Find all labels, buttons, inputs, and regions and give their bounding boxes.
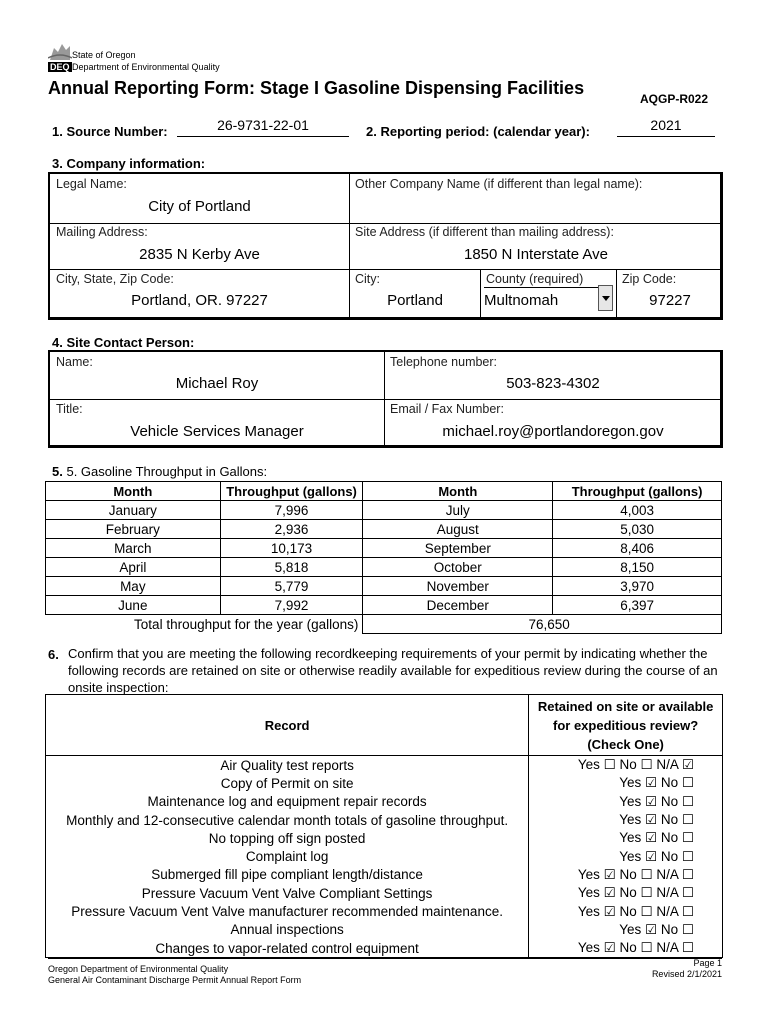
month-cell: April [46, 558, 221, 577]
record-answer-checkboxes[interactable]: Yes ☑ No ☐ N/A ☐ [529, 939, 723, 958]
throughput-header-row [46, 482, 722, 501]
record-name: Annual inspections [46, 921, 529, 939]
site-contact-label: 4. Site Contact Person: [52, 335, 195, 350]
source-number-line [177, 136, 349, 137]
county-label: County (required) [486, 272, 584, 286]
month-cell: January [46, 501, 221, 520]
record-answer-checkboxes[interactable]: Yes ☑ No ☐ N/A ☐ [529, 884, 723, 902]
company-info-label: 3. Company information: [52, 156, 206, 171]
record-answer-checkboxes[interactable]: Yes ☑ No ☐ [529, 847, 723, 865]
month-header: Month [46, 482, 221, 501]
record-row [46, 939, 723, 958]
throughput-row [46, 596, 722, 615]
legal-name-label: Legal Name: [56, 177, 127, 191]
month-cell: November [363, 577, 553, 596]
throughput-cell[interactable]: 2,936 [220, 520, 363, 539]
email-field[interactable]: michael.roy@portlandoregon.gov [442, 423, 664, 440]
reporting-period-field[interactable]: 2021 [650, 117, 682, 133]
record-name: Submerged fill pipe compliant length/distance [46, 866, 529, 884]
city-field[interactable]: Portland [387, 292, 443, 309]
month-cell: September [363, 539, 553, 558]
agency-department: Department of Environmental Quality [72, 62, 220, 72]
records-header-row [46, 695, 723, 756]
record-row [46, 902, 723, 920]
month-cell: October [363, 558, 553, 577]
month-cell: August [363, 520, 553, 539]
throughput-table [45, 481, 722, 634]
footer-agency: Oregon Department of Environmental Quality [48, 964, 229, 974]
deq-badge: DEQ [50, 62, 70, 72]
revised-date: Revised 2/1/2021 [651, 969, 722, 979]
record-name: Pressure Vacuum Vent Valve manufacturer recommended maintenance. [46, 902, 529, 920]
throughput-row [46, 501, 722, 520]
contact-title-field[interactable]: Vehicle Services Manager [130, 423, 304, 440]
company-info-box [48, 172, 723, 320]
throughput-header: Throughput (gallons) [220, 482, 363, 501]
footer-right [600, 958, 722, 980]
throughput-cell[interactable]: 3,970 [553, 577, 722, 596]
q6-instructions: Confirm that you are meeting the following recordkeeping requirements of your permit by indicating whether the following records are retained on site or otherwise readily available for expeditious review during the course of an onsite inspection: [68, 646, 718, 695]
throughput-row [46, 520, 722, 539]
total-label: Total throughput for the year (gallons) [46, 615, 363, 634]
throughput-total-row [46, 615, 722, 634]
county-select[interactable]: Multnomah [484, 292, 559, 309]
throughput-cell[interactable]: 6,397 [553, 596, 722, 615]
record-row [46, 866, 723, 884]
city-state-zip-field[interactable]: Portland, OR. 97227 [131, 292, 268, 309]
zip-field[interactable]: 97227 [649, 292, 691, 309]
throughput-cell[interactable]: 4,003 [553, 501, 722, 520]
record-row [46, 774, 723, 792]
throughput-row [46, 577, 722, 596]
contact-title-label: Title: [56, 402, 83, 416]
throughput-label-text: 5. Gasoline Throughput in Gallons: [66, 464, 268, 479]
footer-form-name: General Air Contaminant Discharge Permit Annual Report Form [48, 975, 302, 985]
record-answer-checkboxes[interactable]: Yes ☑ No ☐ [529, 921, 723, 939]
record-name: Copy of Permit on site [46, 774, 529, 792]
agency-header [48, 38, 248, 78]
mailing-address-field[interactable]: 2835 N Kerby Ave [139, 246, 260, 263]
contact-name-label: Name: [56, 355, 93, 369]
record-answer-checkboxes[interactable]: Yes ☑ No ☐ N/A ☐ [529, 866, 723, 884]
throughput-header-2: Throughput (gallons) [553, 482, 722, 501]
throughput-cell[interactable]: 5,779 [220, 577, 363, 596]
legal-name-field[interactable]: City of Portland [148, 198, 251, 215]
reporting-period-line [617, 136, 715, 137]
total-throughput-field[interactable] [363, 615, 722, 634]
record-name: Monthly and 12-consecutive calendar month totals of gasoline throughput. [46, 811, 529, 829]
record-name: Pressure Vacuum Vent Valve Compliant Settings [46, 884, 529, 902]
records-table [45, 694, 723, 958]
telephone-field[interactable]: 503-823-4302 [506, 375, 600, 392]
q6-number: 6. [48, 647, 59, 662]
record-name: Air Quality test reports [46, 756, 529, 775]
record-answer-checkboxes[interactable]: Yes ☑ No ☐ [529, 793, 723, 811]
site-address-field[interactable]: 1850 N Interstate Ave [464, 246, 608, 263]
record-header: Record [46, 695, 529, 756]
month-cell: March [46, 539, 221, 558]
record-row [46, 756, 723, 775]
record-name: Maintenance log and equipment repair records [46, 793, 529, 811]
agency-state: State of Oregon [72, 50, 136, 60]
record-answer-checkboxes[interactable]: Yes ☑ No ☐ [529, 811, 723, 829]
month-cell: February [46, 520, 221, 539]
month-cell: June [46, 596, 221, 615]
record-row [46, 829, 723, 847]
retained-header: Retained on site or available for expeditious review? (Check One) [529, 695, 723, 756]
record-name: Complaint log [46, 847, 529, 865]
throughput-label: 5. 5. Gasoline Throughput in Gallons: [52, 464, 268, 479]
city-label: City: [355, 272, 380, 286]
email-label: Email / Fax Number: [390, 402, 504, 416]
page-number: Page 1 [693, 958, 722, 968]
record-name: Changes to vapor-related control equipment [46, 939, 529, 958]
record-answer-checkboxes[interactable]: Yes ☑ No ☐ N/A ☐ [529, 902, 723, 920]
site-address-label: Site Address (if different than mailing address): [355, 225, 614, 239]
record-row [46, 811, 723, 829]
site-contact-box [48, 350, 723, 448]
reporting-period-label: 2. Reporting period: (calendar year): [366, 124, 590, 139]
record-answer-checkboxes[interactable]: Yes ☑ No ☐ [529, 774, 723, 792]
record-name: No topping off sign posted [46, 829, 529, 847]
record-row [46, 921, 723, 939]
throughput-cell[interactable]: 5,030 [553, 520, 722, 539]
record-row [46, 793, 723, 811]
contact-name-field[interactable]: Michael Roy [175, 375, 259, 392]
county-dropdown-button[interactable] [598, 285, 613, 311]
throughput-cell[interactable]: 7,992 [220, 596, 363, 615]
telephone-label: Telephone number: [390, 355, 498, 369]
throughput-row [46, 539, 722, 558]
month-cell: May [46, 577, 221, 596]
chevron-down-icon [602, 296, 610, 301]
form-number: AQGP-R022 [640, 92, 709, 106]
footer-left [48, 964, 301, 986]
throughput-cell[interactable]: 7,996 [220, 501, 363, 520]
throughput-cell[interactable]: 5,818 [220, 558, 363, 577]
page-title: Annual Reporting Form: Stage I Gasoline Dispensing Facilities [48, 78, 585, 98]
other-name-field[interactable] [350, 198, 722, 218]
month-cell: July [363, 501, 553, 520]
record-answer-checkboxes[interactable]: Yes ☑ No ☐ [529, 829, 723, 847]
throughput-cell[interactable]: 8,406 [553, 539, 722, 558]
throughput-cell[interactable]: 8,150 [553, 558, 722, 577]
record-row [46, 884, 723, 902]
total-throughput-value: 76,650 [528, 616, 570, 632]
source-number-label: 1. Source Number: [52, 124, 168, 139]
record-row [46, 847, 723, 865]
other-name-label: Other Company Name (if different than legal name): [355, 177, 643, 191]
mailing-address-label: Mailing Address: [56, 225, 148, 239]
throughput-cell[interactable]: 10,173 [220, 539, 363, 558]
throughput-row [46, 558, 722, 577]
source-number-field[interactable]: 26-9731-22-01 [217, 117, 309, 133]
zip-label: Zip Code: [622, 272, 677, 286]
month-header-2: Month [363, 482, 553, 501]
city-state-zip-label: City, State, Zip Code: [56, 272, 174, 286]
record-answer-checkboxes[interactable]: Yes ☐ No ☐ N/A ☑ [529, 756, 723, 775]
month-cell: December [363, 596, 553, 615]
